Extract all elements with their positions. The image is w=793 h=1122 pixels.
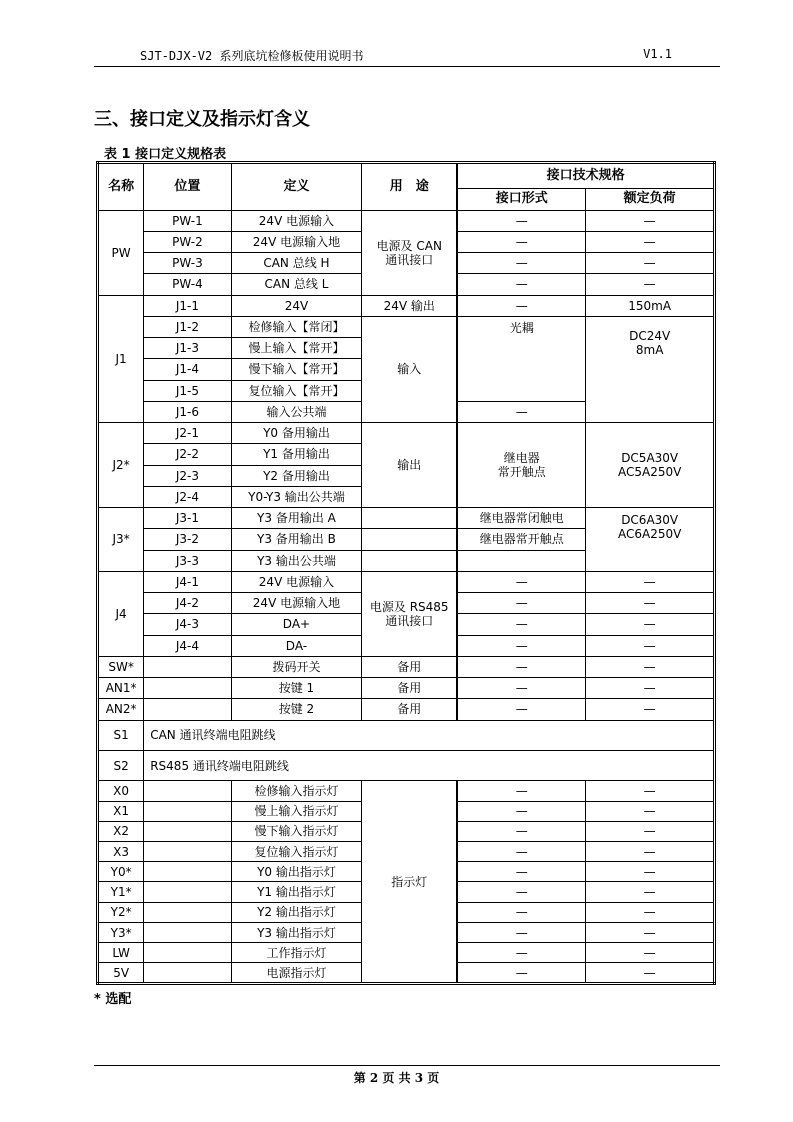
- cell-position: J4-2: [144, 593, 231, 614]
- cell-jumper-description: CAN 通讯终端电阻跳线: [144, 720, 715, 750]
- table-row: [98, 656, 715, 677]
- cell-definition: Y1 输出指示灯: [231, 882, 362, 902]
- cell-interface-type: —: [457, 943, 586, 963]
- table-row: [98, 699, 715, 720]
- group-name: Y2*: [98, 902, 144, 922]
- group-name: J4: [98, 571, 144, 656]
- cell-interface-type: —: [457, 295, 586, 316]
- cell-position: J1-2: [144, 316, 231, 337]
- cell-position: J2-3: [144, 465, 231, 486]
- cell-position: J3-3: [144, 550, 231, 571]
- cell-position: PW-1: [144, 210, 231, 231]
- group-name: S1: [98, 720, 144, 750]
- cell-interface-type: —: [457, 963, 586, 984]
- cell-definition: 复位输入【常开】: [231, 380, 362, 401]
- cell-definition: Y0 输出指示灯: [231, 862, 362, 882]
- cell-position: J4-3: [144, 614, 231, 635]
- cell-usage: 备用: [362, 678, 457, 699]
- cell-position: J1-1: [144, 295, 231, 316]
- cell-definition: 按键 2: [231, 699, 362, 720]
- cell-interface-type: 光耦: [457, 316, 586, 401]
- cell-position: [144, 841, 231, 861]
- cell-position: [144, 943, 231, 963]
- cell-rated-load: DC5A30V AC5A250V: [586, 423, 715, 508]
- cell-definition: 慢上输入指示灯: [231, 801, 362, 821]
- cell-position: [144, 902, 231, 922]
- table-row: [98, 678, 715, 699]
- cell-rated-load: —: [586, 882, 715, 902]
- cell-position: J4-1: [144, 571, 231, 592]
- cell-rated-load: —: [586, 963, 715, 984]
- cell-interface-type: —: [457, 571, 586, 592]
- cell-usage: 指示灯: [362, 781, 457, 984]
- page-header: [94, 44, 720, 67]
- cell-definition: DA-: [231, 635, 362, 656]
- group-name: J2*: [98, 423, 144, 508]
- cell-definition: CAN 总线 H: [231, 253, 362, 274]
- cell-rated-load: —: [586, 571, 715, 592]
- interface-spec-table: [96, 161, 716, 985]
- cell-definition: 24V 电源输入地: [231, 231, 362, 252]
- cell-position: J1-5: [144, 380, 231, 401]
- cell-definition: 电源指示灯: [231, 963, 362, 984]
- table-row: [98, 316, 715, 337]
- cell-definition: 工作指示灯: [231, 943, 362, 963]
- cell-usage: 备用: [362, 656, 457, 677]
- header-position: 位置: [144, 163, 231, 211]
- table-row: [98, 210, 715, 231]
- cell-rated-load: —: [586, 699, 715, 720]
- cell-definition: 检修输入【常闭】: [231, 316, 362, 337]
- cell-rated-load: —: [586, 593, 715, 614]
- table-caption: 表 1 接口定义规格表: [104, 147, 227, 162]
- table-row: [98, 423, 715, 444]
- cell-interface-type: 继电器常闭触电: [457, 508, 586, 529]
- cell-interface-type: —: [457, 922, 586, 942]
- table-row: [98, 781, 715, 801]
- cell-interface-type: —: [457, 841, 586, 861]
- cell-definition: 拨码开关: [231, 656, 362, 677]
- cell-position: [144, 699, 231, 720]
- cell-rated-load: —: [586, 781, 715, 801]
- cell-rated-load: 150mA: [586, 295, 715, 316]
- cell-position: PW-3: [144, 253, 231, 274]
- cell-definition: 复位输入指示灯: [231, 841, 362, 861]
- page-number: 第 2 页 共 3 页: [353, 1071, 440, 1085]
- footer-divider: [94, 1065, 720, 1066]
- cell-interface-type: —: [457, 274, 586, 295]
- cell-rated-load: DC6A30V AC6A250V: [586, 508, 715, 572]
- cell-interface-type: —: [457, 902, 586, 922]
- table-row: [98, 295, 715, 316]
- group-name: LW: [98, 943, 144, 963]
- table-row: [98, 750, 715, 780]
- group-name: AN1*: [98, 678, 144, 699]
- cell-usage: 输出: [362, 423, 457, 508]
- document-version: V1.1: [643, 47, 672, 61]
- group-name: PW: [98, 210, 144, 295]
- cell-rated-load: —: [586, 862, 715, 882]
- cell-definition: 24V 电源输入: [231, 571, 362, 592]
- header-rated-load: 额定负荷: [586, 189, 715, 210]
- group-name: X1: [98, 801, 144, 821]
- group-name: J1: [98, 295, 144, 423]
- cell-rated-load: —: [586, 841, 715, 861]
- cell-definition: 24V 电源输入: [231, 210, 362, 231]
- cell-position: J3-2: [144, 529, 231, 550]
- table-row: [98, 508, 715, 529]
- header-spec: 接口技术规格: [457, 163, 714, 189]
- cell-position: J1-4: [144, 359, 231, 380]
- cell-definition: 慢下输入【常开】: [231, 359, 362, 380]
- table-row: [98, 571, 715, 592]
- cell-rated-load: —: [586, 801, 715, 821]
- cell-position: [144, 801, 231, 821]
- cell-definition: 慢下输入指示灯: [231, 821, 362, 841]
- cell-usage: 24V 输出: [362, 295, 457, 316]
- cell-definition: Y3 输出公共端: [231, 550, 362, 571]
- cell-rated-load: —: [586, 943, 715, 963]
- cell-interface-type: [457, 550, 586, 571]
- cell-definition: Y2 输出指示灯: [231, 902, 362, 922]
- cell-definition: Y2 备用输出: [231, 465, 362, 486]
- cell-position: PW-2: [144, 231, 231, 252]
- cell-position: [144, 678, 231, 699]
- cell-usage: 电源及 RS485 通讯接口: [362, 571, 457, 656]
- cell-rated-load: —: [586, 678, 715, 699]
- cell-position: [144, 781, 231, 801]
- cell-interface-type: —: [457, 231, 586, 252]
- cell-position: J1-6: [144, 401, 231, 422]
- header-interface-type: 接口形式: [457, 189, 586, 210]
- cell-rated-load: DC24V 8mA: [586, 316, 715, 422]
- group-name: SW*: [98, 656, 144, 677]
- header-definition: 定义: [231, 163, 362, 211]
- cell-rated-load: —: [586, 210, 715, 231]
- cell-position: [144, 922, 231, 942]
- group-name: Y0*: [98, 862, 144, 882]
- group-name: X3: [98, 841, 144, 861]
- cell-position: [144, 821, 231, 841]
- cell-interface-type: —: [457, 801, 586, 821]
- cell-interface-type: —: [457, 699, 586, 720]
- cell-usage: [362, 529, 457, 550]
- cell-interface-type: 继电器 常开触点: [457, 423, 586, 508]
- cell-position: J4-4: [144, 635, 231, 656]
- cell-rated-load: —: [586, 231, 715, 252]
- cell-definition: Y3 输出指示灯: [231, 922, 362, 942]
- cell-definition: Y0 备用输出: [231, 423, 362, 444]
- group-name: J3*: [98, 508, 144, 572]
- cell-definition: DA+: [231, 614, 362, 635]
- cell-interface-type: —: [457, 882, 586, 902]
- cell-interface-type: —: [457, 253, 586, 274]
- cell-definition: Y0-Y3 输出公共端: [231, 486, 362, 507]
- cell-definition: 输入公共端: [231, 401, 362, 422]
- cell-position: J2-2: [144, 444, 231, 465]
- cell-position: [144, 963, 231, 984]
- cell-definition: CAN 总线 L: [231, 274, 362, 295]
- cell-definition: Y3 备用输出 A: [231, 508, 362, 529]
- cell-usage: [362, 550, 457, 571]
- group-name: 5V: [98, 963, 144, 984]
- cell-definition: 按键 1: [231, 678, 362, 699]
- cell-interface-type: —: [457, 614, 586, 635]
- cell-rated-load: —: [586, 635, 715, 656]
- cell-position: PW-4: [144, 274, 231, 295]
- cell-definition: 24V 电源输入地: [231, 593, 362, 614]
- cell-definition: 24V: [231, 295, 362, 316]
- cell-rated-load: —: [586, 274, 715, 295]
- footnote-optional: * 选配: [94, 992, 132, 1007]
- header-usage: 用 途: [362, 163, 457, 211]
- group-name: Y1*: [98, 882, 144, 902]
- cell-definition: 慢上输入【常开】: [231, 338, 362, 359]
- cell-interface-type: —: [457, 210, 586, 231]
- cell-interface-type: —: [457, 678, 586, 699]
- cell-definition: 检修输入指示灯: [231, 781, 362, 801]
- document-title: SJT-DJX-V2 系列底坑检修板使用说明书: [140, 49, 364, 63]
- cell-position: J3-1: [144, 508, 231, 529]
- cell-usage: 输入: [362, 316, 457, 422]
- cell-position: J1-3: [144, 338, 231, 359]
- cell-rated-load: —: [586, 656, 715, 677]
- cell-position: [144, 882, 231, 902]
- cell-interface-type: —: [457, 821, 586, 841]
- cell-usage: 电源及 CAN 通讯接口: [362, 210, 457, 295]
- cell-usage: [362, 508, 457, 529]
- cell-jumper-description: RS485 通讯终端电阻跳线: [144, 750, 715, 780]
- cell-position: [144, 862, 231, 882]
- cell-definition: Y1 备用输出: [231, 444, 362, 465]
- cell-position: [144, 656, 231, 677]
- group-name: AN2*: [98, 699, 144, 720]
- cell-interface-type: —: [457, 656, 586, 677]
- section-heading: 三、接口定义及指示灯含义: [94, 109, 310, 130]
- cell-interface-type: —: [457, 593, 586, 614]
- group-name: Y3*: [98, 922, 144, 942]
- group-name: X2: [98, 821, 144, 841]
- table-row: [98, 720, 715, 750]
- cell-usage: 备用: [362, 699, 457, 720]
- group-name: X0: [98, 781, 144, 801]
- table-header-row: [98, 163, 715, 189]
- cell-position: J2-4: [144, 486, 231, 507]
- cell-rated-load: —: [586, 922, 715, 942]
- cell-rated-load: —: [586, 821, 715, 841]
- cell-interface-type: —: [457, 781, 586, 801]
- cell-interface-type: 继电器常开触点: [457, 529, 586, 550]
- cell-position: J2-1: [144, 423, 231, 444]
- cell-rated-load: —: [586, 902, 715, 922]
- group-name: S2: [98, 750, 144, 780]
- cell-interface-type: —: [457, 635, 586, 656]
- cell-definition: Y3 备用输出 B: [231, 529, 362, 550]
- cell-interface-type: —: [457, 401, 586, 422]
- header-name: 名称: [98, 163, 144, 211]
- cell-rated-load: —: [586, 614, 715, 635]
- cell-rated-load: —: [586, 253, 715, 274]
- cell-interface-type: —: [457, 862, 586, 882]
